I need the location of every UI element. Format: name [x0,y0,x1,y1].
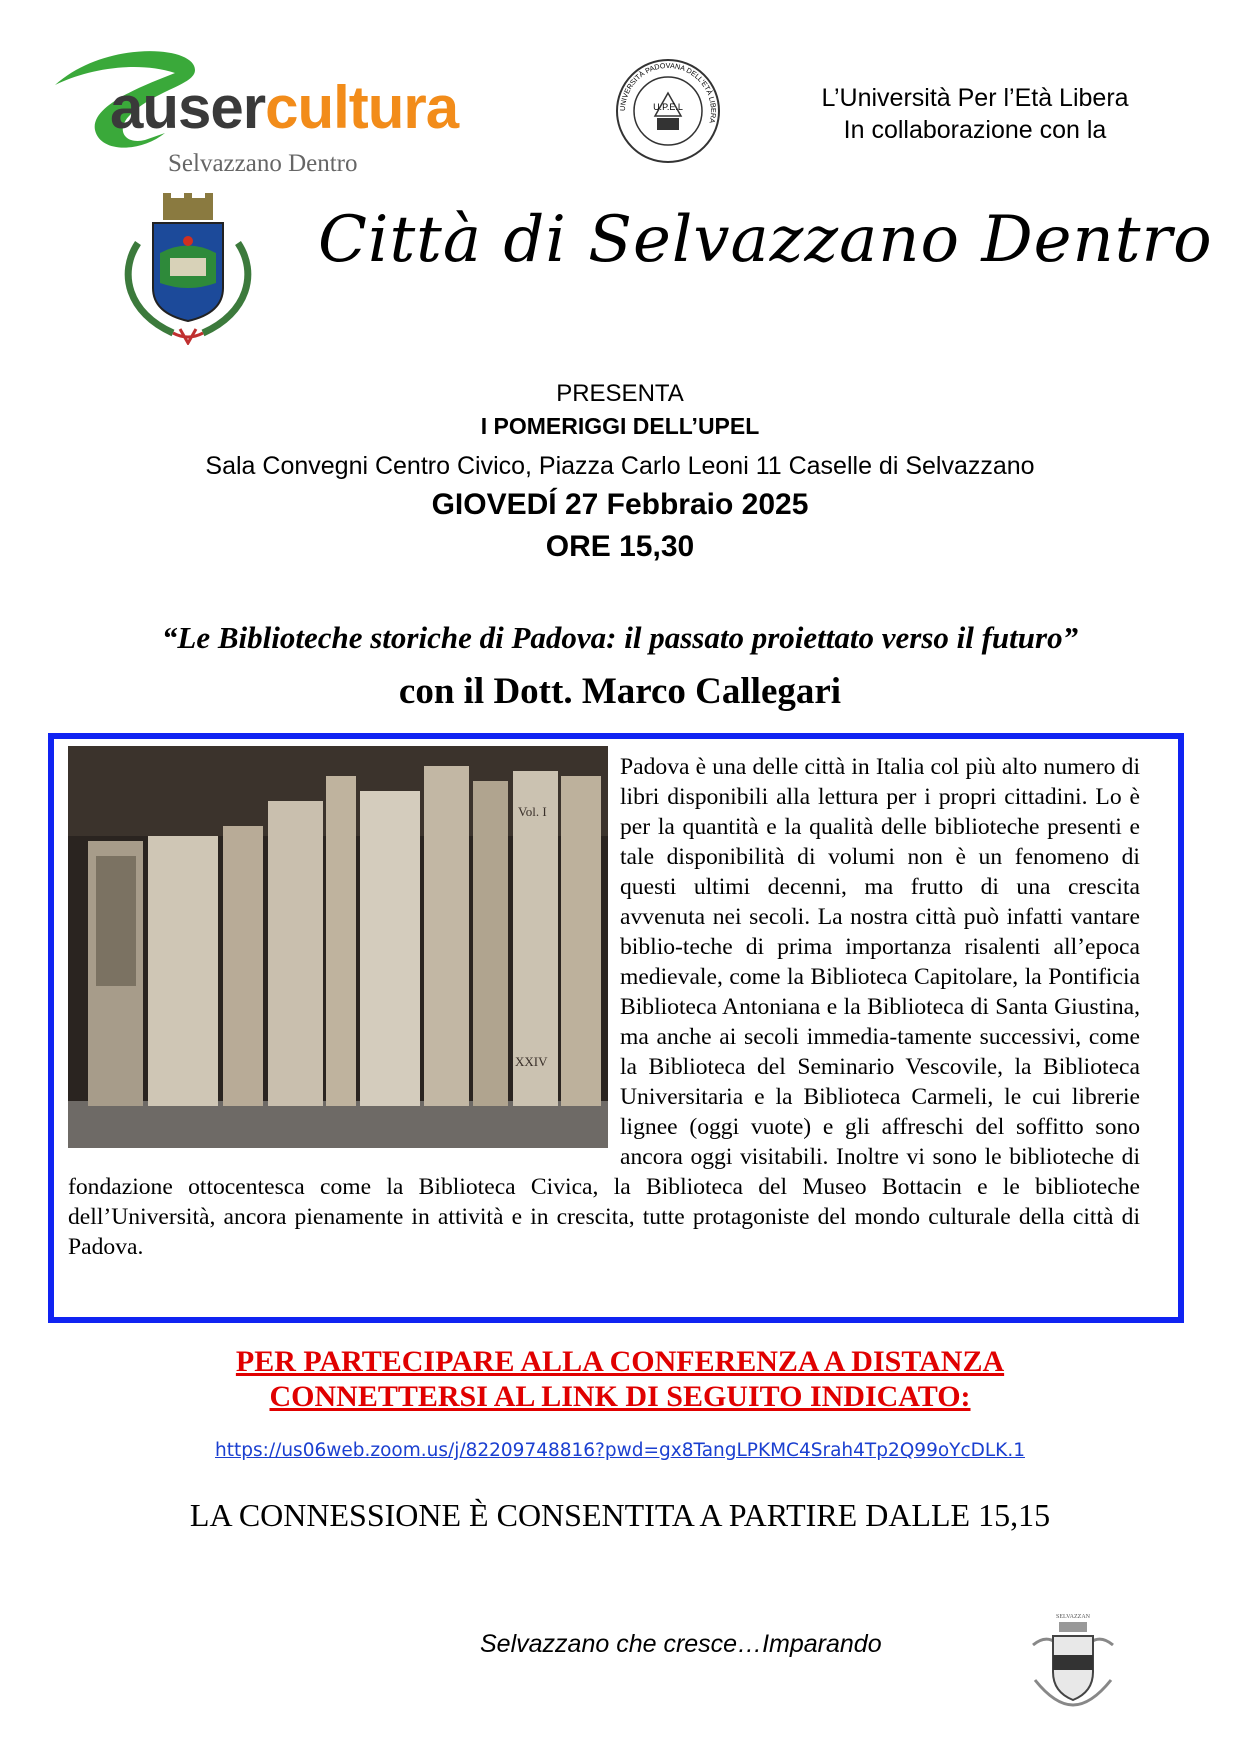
footer-motto: Selvazzano che cresce…Imparando [480,1630,882,1658]
city-title: Città di Selvazzano Dentro [318,203,1213,277]
upel-seal-text: UNIVERSITÀ PADOVANA DELL'ETÀ LIBERA [617,60,719,125]
connection-note: LA CONNESSIONE È CONSENTITA A PARTIRE DALLE 15,15 [189,1497,1051,1533]
upel-line-2: In collaborazione con la [843,116,1107,144]
description-text: Padova è una delle città in Italia col più alto numero di libri disponibili alla lettura per i propri cittadini. Lo è per la quantità e la qualità delle biblioteche presenti e tale disponibilità di volumi non è un fenomeno di questi ultimi decenni, ma frutto di una crescita avvenuta nei secoli. La nostra città può infatti vantare biblio-teche di prima importanza risalenti all’epoca medievale, come la Biblioteca Capitolare, la Pontificia Biblioteca Antoniana e la Biblioteca di Santa Giustina, ma anche ai secoli immedia-tamente successivi, come la Biblioteca del Seminario Vescovile, la Biblioteca Universitaria e la Biblioteca Carmeli, le cui librerie lignee (oggi vuote) e gli affreschi del soffitto sono ancora oggi visitabili. Inoltre vi sono le biblioteche di fondazione ottocentesca come la Biblioteca Civica, la Biblioteca del Museo Bottacin e le biblioteche dell’Università, ancora pienamente in attività e in crescita, tutte protagoniste del mondo culturale della città di Padova. [68,754,1140,1260]
spine-label-vol-i: Vol. I [518,804,547,819]
event-date: GIOVEDÍ 27 Febbraio 2025 [431,488,809,521]
series-title: I POMERIGGI DELL’UPEL [480,413,760,439]
upel-line-1: L’Università Per l’Età Libera [821,84,1129,112]
zoom-link[interactable]: https://us06web.zoom.us/j/82209748816?pwd=gx8TangLPKMC4Srah4Tp2Q99oYcDLK.1 [215,1440,1025,1461]
upel-seal-mark: U.P.E.L [653,102,683,112]
remote-notice-line-2: CONNETTERSI AL LINK DI SEGUITO INDICATO: [269,1380,971,1413]
spine-label-xxiv: XXIV [515,1054,548,1069]
footer-crest-icon [1025,1610,1121,1710]
auser-cultura-wordmark [110,74,459,141]
remote-notice-line-1: PER PARTECIPARE ALLA CONFERENZA A DISTANZA [235,1345,1005,1378]
presenta-label: PRESENTA [556,380,684,407]
venue: Sala Convegni Centro Civico, Piazza Carlo Leoni 11 Caselle di Selvazzano [205,452,1035,480]
auser-word: auser [110,74,266,141]
upel-seal-icon [615,58,721,164]
photo-float-spacer [68,752,610,1162]
description-wrapper [68,752,1140,1262]
auser-subtitle: Selvazzano Dentro [168,150,358,177]
talk-title: “Le Biblioteche storiche di Padova: il passato proiettato verso il futuro” [161,620,1079,655]
event-time: ORE 15,30 [545,530,695,563]
speaker: con il Dott. Marco Callegari [398,671,842,712]
municipal-crest-icon [118,193,258,345]
footer-crest-label: SELVAZZAN [1055,1614,1091,1620]
cultura-word: cultura [265,74,459,141]
upel-caption [775,82,1175,146]
